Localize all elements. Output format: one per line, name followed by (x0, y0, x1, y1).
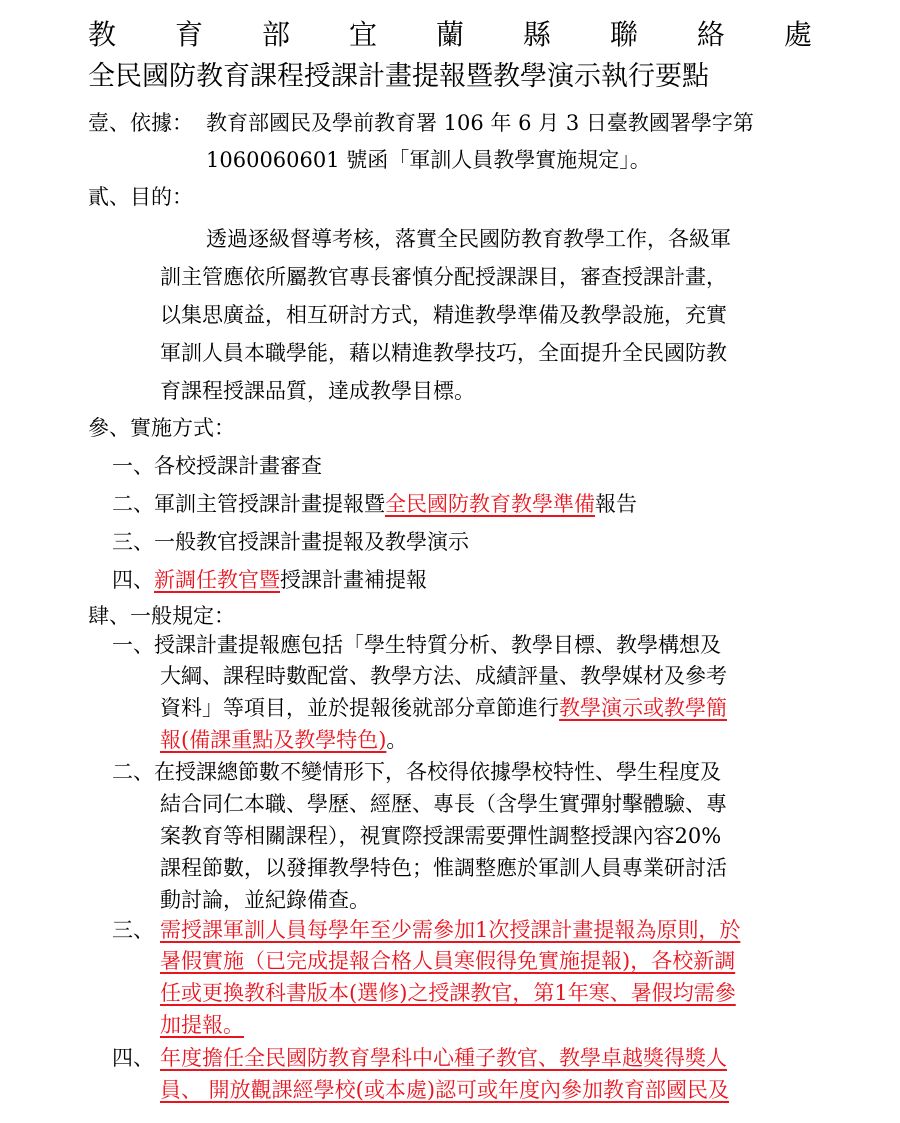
rule-4-line: 員、 開放觀課經學校(或本處)認可或年度內參加教育部國民及 (160, 1078, 730, 1102)
rule-4-line: 年度擔任全民國防教育學科中心種子教官、教學卓越獎得獎人 (160, 1046, 727, 1070)
agency-char: 蘭 (435, 18, 464, 51)
agency-char: 縣 (522, 18, 551, 51)
highlighted-text: 報(備課重點及教學特色) (160, 728, 387, 752)
rule-2-line: 案教育等相關課程），視實際授課需要彈性調整授課內容20% (160, 824, 722, 848)
highlighted-text: 全民國防教育教學準備 (385, 492, 595, 516)
rule-text: 。 (386, 728, 408, 752)
section-2-heading: 貳、目的： (88, 185, 193, 209)
rule-text: 資料」等項目，並於提報後就部分章節進行 (160, 696, 559, 720)
agency-char: 處 (783, 18, 812, 51)
rule-4-number: 四、 (112, 1046, 154, 1070)
section-1-text-line: 1060060601 號函「軍訓人員教學實施規定」。 (206, 148, 651, 172)
highlighted-text: 教學演示或教學簡 (559, 696, 727, 720)
section-2-paragraph-line: 以集思廣益，相互研討方式，精進教學準備及教學設施，充實 (160, 303, 727, 327)
agency-name (88, 20, 812, 50)
section-1-heading: 壹、依據： (88, 111, 193, 135)
rule-1-line (160, 693, 727, 723)
rule-2-line: 課程節數，以發揮教學特色；惟調整應於軍訓人員專業研討活 (160, 856, 727, 880)
rule-2-line: 動討論，並紀錄備查。 (160, 888, 370, 912)
rule-2-line: 結合同仁本職、學歷、經歷、專長（含學生實彈射擊體驗、專 (160, 792, 727, 816)
item-text: 四、 (112, 568, 154, 592)
rule-3-line: 任或更換教科書版本(選修)之授課教官，第1年寒、暑假均需參 (160, 981, 736, 1005)
agency-char: 絡 (696, 18, 725, 51)
item-text: 授課計畫補提報 (280, 568, 427, 592)
section-3-item: 一、各校授課計畫審查 (112, 454, 322, 478)
section-3-item (112, 565, 427, 595)
document-title: 全民國防教育課程授課計畫提報暨教學演示執行要點 (88, 61, 709, 92)
section-2-paragraph-line: 育課程授課品質，達成教學目標。 (160, 379, 475, 403)
item-text: 報告 (595, 492, 637, 516)
agency-char: 教 (88, 18, 117, 51)
section-2-paragraph-line: 軍訓人員本職學能，藉以精進教學技巧，全面提升全民國防教 (160, 341, 727, 365)
highlighted-text: 新調任教官暨 (154, 568, 280, 592)
agency-char: 部 (261, 18, 290, 51)
item-text: 二、軍訓主管授課計畫提報暨 (112, 492, 385, 516)
agency-char: 聯 (609, 18, 638, 51)
section-3-item: 三、一般教官授課計畫提報及教學演示 (112, 530, 469, 554)
section-3-heading: 參、實施方式： (88, 416, 235, 440)
rule-1-line: 一、授課計畫提報應包括「學生特質分析、教學目標、教學構想及 (112, 633, 721, 657)
section-2-paragraph-line: 訓主管應依所屬教官專長審慎分配授課課目，審查授課計畫， (160, 265, 727, 289)
agency-char: 宜 (348, 18, 377, 51)
rule-1-line (160, 725, 407, 755)
section-3-item (112, 489, 637, 519)
rule-1-line: 大綱、課程時數配當、教學方法、成績評量、教學媒材及參考 (160, 664, 727, 688)
section-2-paragraph-line: 透過逐級督導考核，落實全民國防教育教學工作，各級軍 (206, 227, 731, 251)
section-4-heading: 肆、一般規定： (88, 604, 235, 628)
rule-2-line: 二、在授課總節數不變情形下，各校得依據學校特性、學生程度及 (112, 760, 721, 784)
rule-3-line: 加提報。 (160, 1013, 244, 1037)
rule-3-line: 需授課軍訓人員每學年至少需參加1次授課計畫提報為原則，於 (160, 918, 741, 942)
rule-3-line: 暑假實施（已完成提報合格人員寒假得免實施提報)，各校新調 (160, 949, 736, 973)
section-1-text-line: 教育部國民及學前教育署 106 年 6 月 3 日臺教國署學字第 (206, 111, 754, 135)
agency-char: 育 (174, 18, 203, 51)
rule-3-number: 三、 (112, 918, 154, 942)
